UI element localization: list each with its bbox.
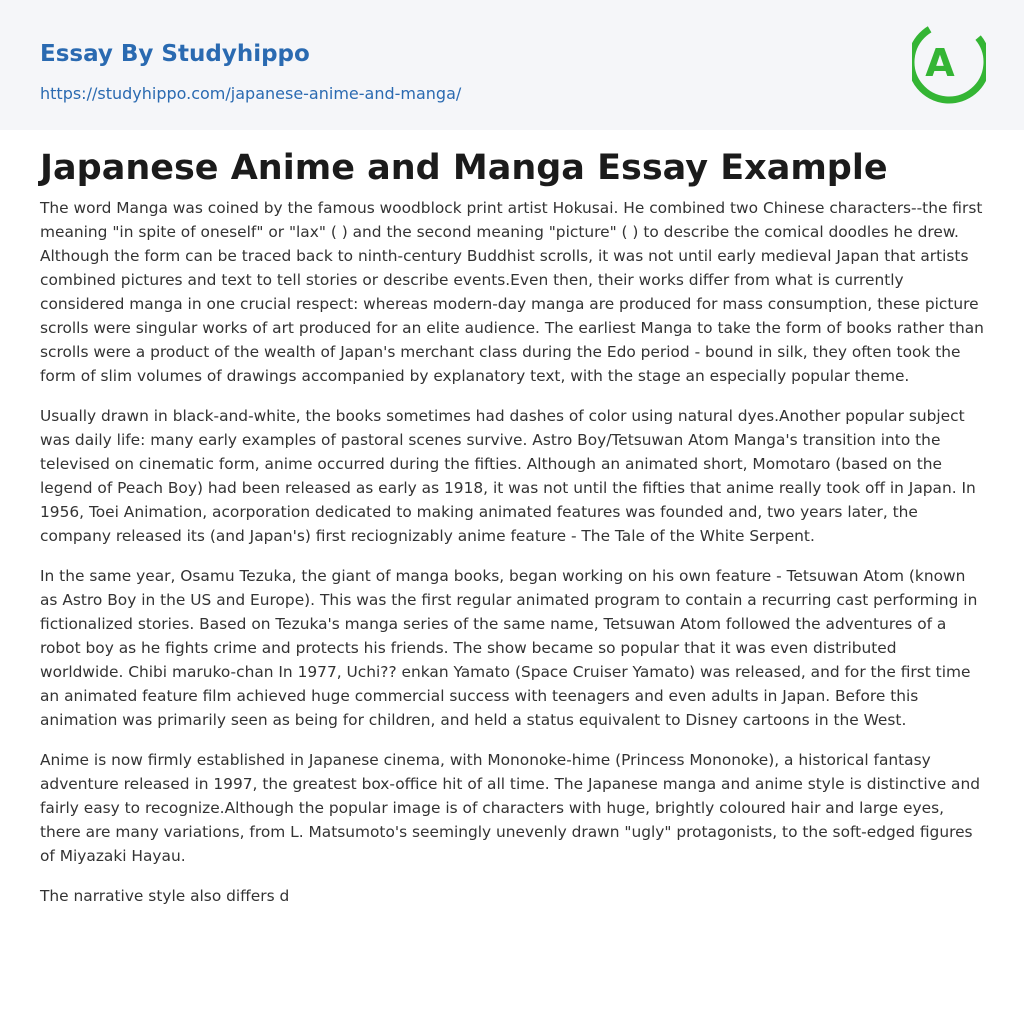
paragraph: In the same year, Osamu Tezuka, the giant of manga books, began working on his own feature - Tetsuwan Atom (known as Astro Boy in the US and Europe). This was the first regular animated program to contain a recurring cast performing in fictionalized stories. Based on Tezuka's manga series of the same name, Tetsuwan Atom followed the adventures of a robot boy as he fights crime and protects his friends. The show became so popular that it was even distributed worldwide. Chibi maruko-chan In 1977, Uchi?? enkan Yamato (Space Cruiser Yamato) was released, and for the first time an animated feature film achieved huge commercial success with teenagers and even adults in Japan. Before this animation was primarily seen as being for children, and held a status equivalent to Disney cartoons in the West. — [40, 567, 978, 729]
site-header — [0, 0, 1024, 130]
studyhippo-logo-icon[interactable] — [912, 18, 986, 106]
paragraph: Usually drawn in black-and-white, the books sometimes had dashes of color using natural dyes.Another popular subject was daily life: many early examples of pastoral scenes survive. Astro Boy/Tetsuwan Atom Manga's transition into the televised on cinematic form, anime occurred during the fifties. Although an animated short, Momotaro (based on the legend of Peach Boy) had been released as early as 1918, it was not until the fifties that anime really took off in Japan. In 1956, Toei Animation, acorporation dedicated to making animated features was founded and, two years later, the company released its (and Japan's) first reciognizably anime feature - The Tale of the White Serpent. — [40, 407, 976, 545]
page-url-link[interactable]: https://studyhippo.com/japanese-anime-and-manga/ — [40, 84, 462, 103]
paragraph: The word Manga was coined by the famous woodblock print artist Hokusai. He combined two Chinese characters--the first meaning "in spite of oneself" or "lax" ( ) and the second meaning "picture" ( ) to describe the comical doodles he drew. Although the form can be traced back to ninth-century Buddhist scrolls, it was not until early medieval Japan that artists combined pictures and text to tell stories or describe events.Even then, their works differ from what is currently considered manga in one crucial respect: whereas modern-day manga are produced for mass consumption, these picture scrolls were singular works of art produced for an elite audience. The earliest Manga to take the form of books rather than scrolls were a product of the wealth of Japan's merchant class during the Edo period - bound in silk, they often took the form of slim volumes of drawings accompanied by explanatory text, with the stage an especially popular theme. — [40, 199, 984, 385]
brand-name[interactable]: Essay By Studyhippo — [40, 41, 310, 67]
logo-letter: A — [925, 41, 955, 85]
paragraph: Anime is now firmly established in Japanese cinema, with Mononoke-hime (Princess Mononoke), a historical fantasy adventure released in 1997, the greatest box-office hit of all time. The Japanese manga and anime style is distinctive and fairly easy to recognize.Although the popular image is of characters with huge, brightly coloured hair and large eyes, there are many variations, from L. Matsumoto's seemingly unevenly drawn "ugly" protagonists, to the soft-edged figures of Miyazaki Hayau. — [40, 751, 981, 865]
paragraph: The narrative style also differs d — [40, 887, 290, 905]
page-title: Japanese Anime and Manga Essay Example — [40, 148, 888, 188]
